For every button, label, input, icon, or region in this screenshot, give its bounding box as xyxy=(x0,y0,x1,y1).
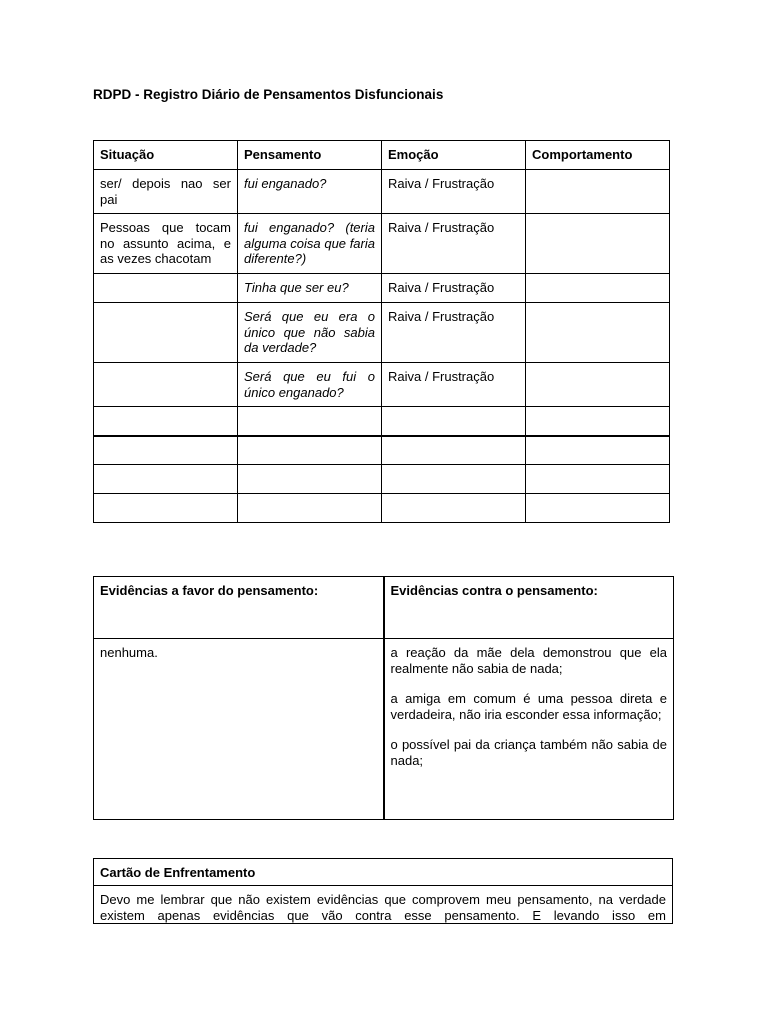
cell-pensamento: Será que eu era o único que não sabia da verdade? xyxy=(238,303,382,363)
cell-situacao: Pessoas que tocam no assunto acima, e as vezes chacotam xyxy=(94,214,238,274)
cell-pensamento: fui enganado? xyxy=(238,170,382,214)
list-item: nenhuma. xyxy=(100,645,158,660)
cell-comportamento xyxy=(526,170,670,214)
evidence-body-row xyxy=(94,639,674,820)
cell-pensamento xyxy=(238,465,382,494)
cell-pensamento: fui enganado? (teria alguma coisa que faria diferente?) xyxy=(238,214,382,274)
cell-emocao xyxy=(382,465,526,494)
evidence-against-list xyxy=(384,639,674,820)
cell-pensamento xyxy=(238,436,382,465)
evidence-table xyxy=(93,576,674,820)
evidence-for-header: Evidências a favor do pensamento: xyxy=(94,577,384,639)
evidence-header-row xyxy=(94,577,674,639)
cell-situacao xyxy=(94,436,238,465)
cell-comportamento xyxy=(526,436,670,465)
cell-emocao xyxy=(382,407,526,436)
cell-pensamento xyxy=(238,407,382,436)
cell-emocao: Raiva / Frustração xyxy=(382,363,526,407)
cell-comportamento xyxy=(526,407,670,436)
cell-situacao xyxy=(94,303,238,363)
cell-emocao: Raiva / Frustração xyxy=(382,274,526,303)
cell-comportamento xyxy=(526,363,670,407)
coping-card-header: Cartão de Enfrentamento xyxy=(94,859,673,886)
cell-comportamento xyxy=(526,214,670,274)
header-emocao: Emoção xyxy=(382,141,526,170)
coping-card-table xyxy=(93,858,673,924)
cell-situacao xyxy=(94,274,238,303)
table-row xyxy=(94,274,670,303)
table-row xyxy=(94,407,670,436)
table-row xyxy=(94,465,670,494)
list-item: o possível pai da criança também não sabia de nada; xyxy=(390,737,667,768)
header-comportamento: Comportamento xyxy=(526,141,670,170)
cell-situacao xyxy=(94,363,238,407)
cell-emocao: Raiva / Frustração xyxy=(382,303,526,363)
cell-emocao: Raiva / Frustração xyxy=(382,170,526,214)
header-situacao: Situação xyxy=(94,141,238,170)
table-row xyxy=(94,214,670,274)
table-row xyxy=(94,436,670,465)
cell-pensamento: Será que eu fui o único enganado? xyxy=(238,363,382,407)
header-pensamento: Pensamento xyxy=(238,141,382,170)
cell-situacao xyxy=(94,407,238,436)
evidence-for-list xyxy=(94,639,384,820)
cell-emocao xyxy=(382,436,526,465)
cell-emocao: Raiva / Frustração xyxy=(382,214,526,274)
cell-situacao xyxy=(94,465,238,494)
cell-pensamento xyxy=(238,494,382,523)
table-row xyxy=(94,363,670,407)
rdpd-table xyxy=(93,140,670,523)
cell-pensamento: Tinha que ser eu? xyxy=(238,274,382,303)
cell-comportamento xyxy=(526,494,670,523)
cell-comportamento xyxy=(526,274,670,303)
evidence-against-header: Evidências contra o pensamento: xyxy=(384,577,674,639)
table-header-row xyxy=(94,141,670,170)
coping-card-body-row xyxy=(94,886,673,924)
table-row xyxy=(94,170,670,214)
table-row xyxy=(94,494,670,523)
cell-comportamento xyxy=(526,303,670,363)
cell-comportamento xyxy=(526,465,670,494)
list-item: a amiga em comum é uma pessoa direta e verdadeira, não iria esconder essa informação; xyxy=(390,691,667,722)
cell-emocao xyxy=(382,494,526,523)
list-item: a reação da mãe dela demonstrou que ela realmente não sabia de nada; xyxy=(390,645,667,676)
cell-situacao xyxy=(94,494,238,523)
coping-card-text: Devo me lembrar que não existem evidências que comprovem meu pensamento, na verdade existem apenas evidências que vão contra esse pensamento. E levando isso em xyxy=(94,886,673,924)
cell-situacao: ser/ depois nao ser pai xyxy=(94,170,238,214)
coping-card-header-row xyxy=(94,859,673,886)
page-title: RDPD - Registro Diário de Pensamentos Disfuncionais xyxy=(93,87,444,102)
table-row xyxy=(94,303,670,363)
